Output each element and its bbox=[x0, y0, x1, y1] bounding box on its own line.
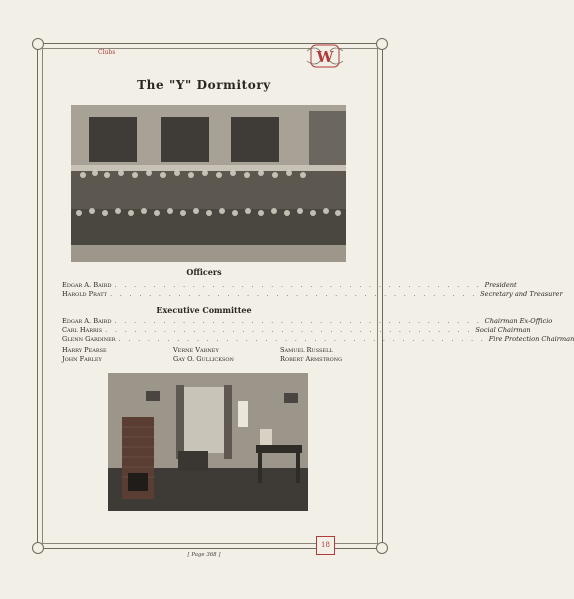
officers-heading: Officers bbox=[186, 267, 222, 277]
leader-dots: . . . . . . . . . . . . . . . . . . . . . . . . . . . . . . . . . . . . . . bbox=[118, 335, 486, 343]
leader-dots: . . . . . . . . . . . . . . . . . . . . . . . . . . . . . . . . . . . . . . bbox=[105, 326, 473, 334]
officer-role: Secretary and Treasurer bbox=[480, 290, 563, 298]
corner-ornament bbox=[32, 38, 44, 50]
section-label: Clubs bbox=[98, 49, 116, 56]
officer-name: Edgar A. Baird bbox=[62, 281, 112, 289]
executive-committee-heading: Executive Committee bbox=[156, 305, 252, 315]
officer-row bbox=[62, 290, 563, 299]
member-name: Verne Varney bbox=[173, 346, 219, 354]
leader-dots: . . . . . . . . . . . . . . . . . . . . . . . . . . . . . . . . . . . . . . bbox=[114, 281, 482, 289]
member-name: Harry Pearse bbox=[62, 346, 107, 354]
member-name: John Farley bbox=[62, 355, 102, 363]
page-title: The "Y" Dormitory bbox=[137, 78, 271, 92]
member-name: Gay O. Gullickson bbox=[173, 355, 234, 363]
committee-role: Social Chairman bbox=[475, 326, 531, 334]
monogram-crest-icon bbox=[305, 42, 345, 70]
committee-row bbox=[62, 335, 574, 344]
committee-row bbox=[62, 326, 531, 335]
committee-name: Carl Harris bbox=[62, 326, 103, 334]
member-name: Robert Armstrong bbox=[280, 355, 343, 363]
monogram-letter: W bbox=[316, 48, 334, 66]
officer-name: Harold Pratt bbox=[62, 290, 107, 298]
committee-row bbox=[62, 317, 553, 326]
member-name: Samuel Russell bbox=[280, 346, 333, 354]
room-photograph bbox=[108, 373, 308, 511]
officer-role: President bbox=[484, 281, 517, 289]
leader-dots: . . . . . . . . . . . . . . . . . . . . . . . . . . . . . . . . . . . . . . bbox=[114, 317, 482, 325]
group-photograph bbox=[71, 105, 346, 262]
corner-ornament bbox=[376, 38, 388, 50]
committee-role: Chairman Ex-Officio bbox=[484, 317, 553, 325]
committee-name: Glenn Gardiner bbox=[62, 335, 116, 343]
page-number-badge: 18 bbox=[316, 536, 335, 555]
committee-name: Edgar A. Baird bbox=[62, 317, 112, 325]
page-footer-label: [ Page 368 ] bbox=[187, 552, 221, 558]
officer-row bbox=[62, 281, 517, 290]
committee-role: Fire Protection Chairman bbox=[488, 335, 574, 343]
leader-dots: . . . . . . . . . . . . . . . . . . . . . . . . . . . . . . . . . . . . . . bbox=[109, 290, 478, 298]
